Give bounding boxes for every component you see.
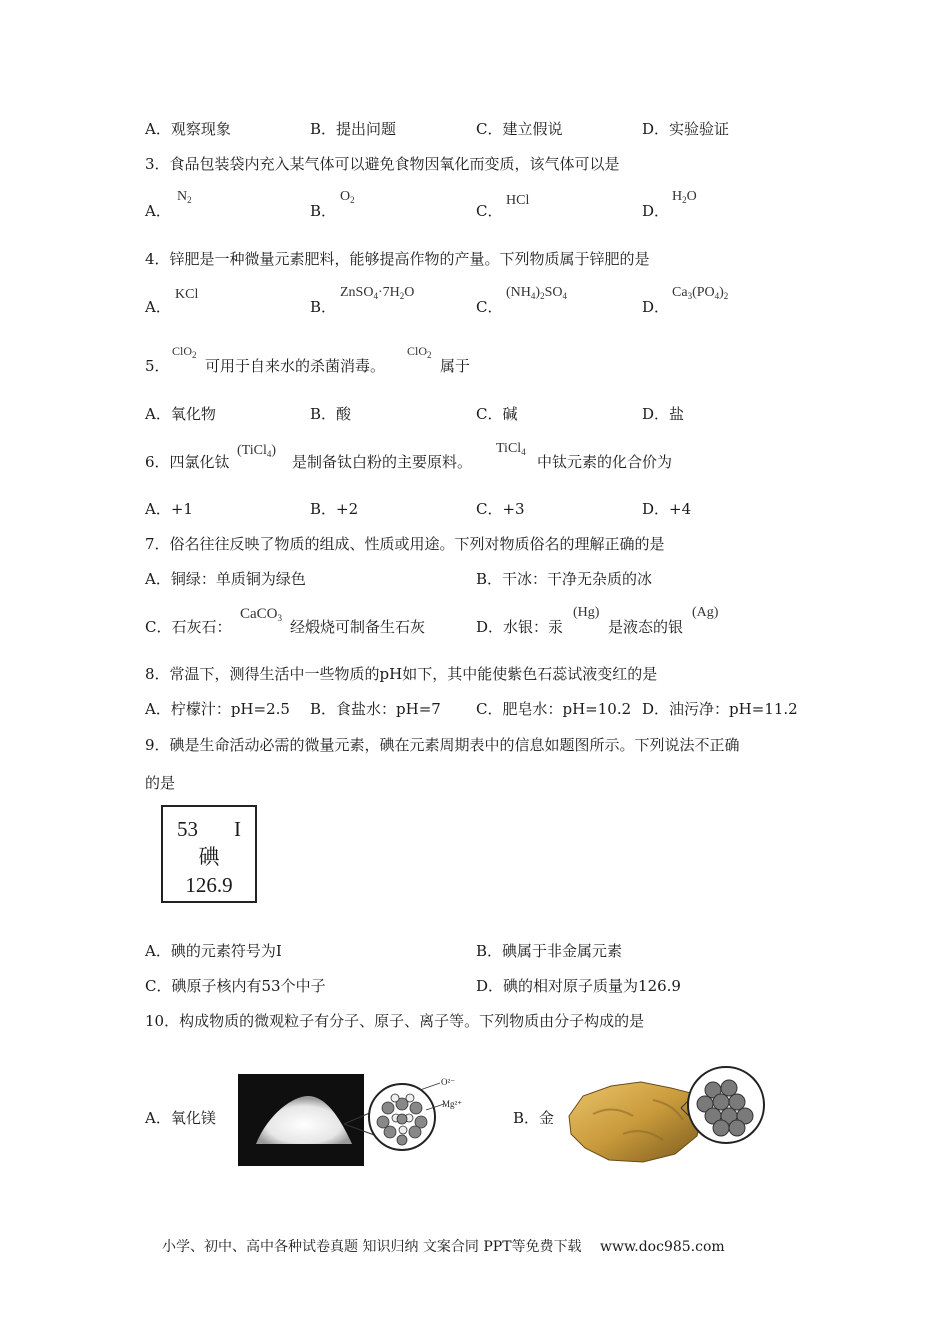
page-footer: 小学、初中、高中各种试卷真题 知识归纳 文案合同 PPT等免费下载 www.doc985.com <box>162 1239 725 1255</box>
option-d: D．水银：汞 <box>476 618 564 636</box>
option-d-text: 是液态的银 <box>608 618 684 636</box>
option-a: A．柠檬汁：pH=2.5 <box>145 700 290 718</box>
option-c: C．碱 <box>476 405 518 423</box>
formula: $ZnSO_4\cdot 7H_2O$ <box>340 285 415 301</box>
option-b: B．金 <box>513 1109 555 1127</box>
option-a: A．氧化镁 <box>145 1109 216 1127</box>
formula: (Ag) <box>692 605 719 620</box>
question-4-stem: 4．锌肥是一种微量元素肥料，能够提高作物的产量。下列物质属于锌肥的是 <box>145 250 650 268</box>
question-9-stem: 9．碘是生命活动必需的微量元素，碘在元素周期表中的信息如题图所示。下列说法不正确 <box>145 736 740 754</box>
formula: (Hg) <box>573 605 600 620</box>
question-5-text: 可用于自来水的杀菌消毒。 <box>205 357 386 375</box>
oxide-ion-label: O²⁻ <box>441 1077 455 1087</box>
option-a: A．观察现象 <box>145 120 231 138</box>
option-c: C． <box>476 298 503 316</box>
formula: (TiCl$_4$) <box>237 443 277 459</box>
option-c: C．建立假说 <box>476 120 563 138</box>
question-6-text: 6．四氯化钛 <box>145 453 230 471</box>
option-a: A．碘的元素符号为I <box>145 942 282 960</box>
option-c: C．肥皂水：pH=10.2 <box>476 700 632 718</box>
option-d: D． <box>642 298 670 316</box>
question-6-text: 是制备钛白粉的主要原料。 <box>292 453 473 471</box>
formula: ClO$_2$ <box>172 344 197 360</box>
element-name: 碘 <box>198 845 220 869</box>
periodic-table-cell <box>161 805 257 903</box>
label-line <box>420 1083 440 1090</box>
option-c: C．+3 <box>476 500 525 518</box>
question-3-stem: 3．食品包装袋内充入某气体可以避免食物因氧化而变质，该气体可以是 <box>145 155 620 173</box>
option-b: B．酸 <box>310 405 352 423</box>
option-d: D．碘的相对原子质量为126.9 <box>476 977 681 995</box>
option-c: C．碘原子核内有53个中子 <box>145 977 326 995</box>
option-d: D．盐 <box>642 405 685 423</box>
formula: CaCO$_3$ <box>240 606 282 623</box>
option-b: B．+2 <box>310 500 359 518</box>
option-b: B．干冰：干净无杂质的冰 <box>476 570 653 588</box>
formula: $N_2$ <box>177 189 192 205</box>
gold-nugget <box>569 1082 703 1162</box>
formula: ClO$_2$ <box>407 344 432 360</box>
formula: $H_2O$ <box>672 189 697 205</box>
element-symbol: I <box>234 817 241 841</box>
question-5-number: 5． <box>145 357 170 375</box>
gold-image <box>563 1064 773 1168</box>
option-d: D． <box>642 202 670 220</box>
option-d: D．油污净：pH=11.2 <box>642 700 798 718</box>
magnesium-ion-label: Mg²⁺ <box>442 1099 462 1109</box>
option-a: A． <box>145 202 171 220</box>
magnesium-oxide-image <box>238 1074 470 1166</box>
option-d: D．+4 <box>642 500 692 518</box>
formula: HCl <box>506 193 530 208</box>
option-c: C．石灰石： <box>145 618 232 636</box>
question-8-stem: 8．常温下，测得生活中一些物质的pH如下，其中能使紫色石蕊试液变红的是 <box>145 665 658 683</box>
option-d: D．实验验证 <box>642 120 730 138</box>
option-a: A．+1 <box>145 500 193 518</box>
question-7-stem: 7．俗名往往反映了物质的组成、性质或用途。下列对物质俗名的理解正确的是 <box>145 535 665 553</box>
option-c: C． <box>476 202 503 220</box>
option-a: A．铜绿：单质铜为绿色 <box>145 570 306 588</box>
question-10-stem: 10．构成物质的微观粒子有分子、原子、离子等。下列物质由分子构成的是 <box>145 1012 645 1030</box>
question-9-stem-continued: 的是 <box>145 774 176 792</box>
formula: $(NH_4)_2SO_4$ <box>506 285 567 301</box>
option-a: A． <box>145 298 171 316</box>
atomic-number: 53 <box>177 817 198 841</box>
option-b: B．提出问题 <box>310 120 397 138</box>
option-a: A．氧化物 <box>145 405 216 423</box>
option-b: B．碘属于非金属元素 <box>476 942 623 960</box>
atomic-mass: 126.9 <box>185 873 233 897</box>
question-5-text: 属于 <box>440 357 471 375</box>
formula: $Ca_3(PO_4)_2$ <box>672 285 729 301</box>
formula: $O_2$ <box>340 189 355 205</box>
option-b: B． <box>310 202 337 220</box>
question-6-text: 中钛元素的化合价为 <box>537 453 673 471</box>
option-b: B．食盐水：pH=7 <box>310 700 441 718</box>
formula: TiCl$_4$ <box>496 441 526 457</box>
option-b: B． <box>310 298 337 316</box>
formula: KCl <box>175 287 199 302</box>
option-c-text: 经煅烧可制备生石灰 <box>290 618 426 636</box>
